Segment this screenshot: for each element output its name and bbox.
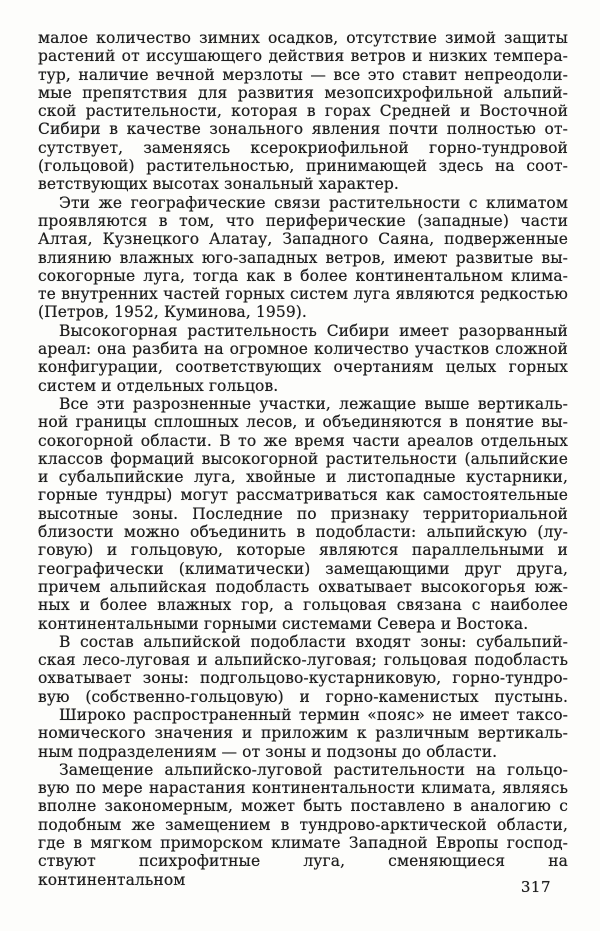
text-line: (Петров, 1952, Куминова, 1959). (38, 303, 307, 322)
paragraph (38, 633, 568, 706)
text-line: подобным же замещением в тундрово-арктической области, (38, 815, 568, 834)
text-line: проявляются в том, что периферические (западные) части (38, 211, 568, 230)
text-line: сутствует, заменяясь ксерокриофильной горно-тундровой (38, 138, 568, 157)
text-line: вполне закономерным, может быть поставлено в аналогию с (38, 797, 568, 816)
page-text (38, 29, 568, 889)
text-line: ареал: она разбита на огромное количество участков сложной (38, 340, 568, 359)
text-line: Сибири в качестве зонального явления почти полностью от- (38, 120, 568, 139)
text-line: где в мягком приморском климате Западной Европы господ- (38, 834, 568, 853)
text-line: Алтая, Кузнецкого Алатау, Западного Саяна, подверженные (38, 230, 568, 249)
text-line: сокогорной области. В то же время части ареалов отдельных (38, 431, 568, 450)
text-line: (гольцовой) растительностью, принимающей здесь на соот- (38, 157, 568, 176)
text-line: Высокогорная растительность Сибири имеет разорванный (59, 321, 568, 340)
text-line: Все эти разрозненные участки, лежащие выше вертикаль- (59, 394, 568, 413)
text-line: высотные зоны. Последние по признаку территориальной (38, 504, 568, 523)
text-line: Широко распространенный термин «пояс» не имеет таксо- (59, 705, 568, 724)
text-line: вую по мере нарастания континентальности климата, являясь (38, 779, 568, 798)
text-line: В состав альпийской подобласти входят зоны: субальпий- (59, 632, 568, 651)
text-line: ствуют психрофитные луга, сменяющиеся на континентальном (38, 852, 568, 889)
text-line: ных и более влажных гор, а гольцовая связана с наиболее (38, 596, 568, 615)
text-line: ская лесо-луговая и альпийско-луговая; гольцовая подобласть (38, 651, 568, 670)
paragraph (38, 761, 568, 889)
page-number: 317 (520, 878, 551, 896)
text-line: систем и отдельных гольцов. (38, 376, 279, 395)
paragraph (38, 322, 568, 395)
text-line: малое количество зимних осадков, отсутствие зимой защиты (38, 29, 568, 47)
text-line: номического значения и приложим к различным вертикаль- (38, 724, 568, 743)
text-line: и субальпийские луга, хвойные и листопадные кустарники, (38, 468, 568, 487)
text-line: причем альпийская подобласть охватывает высокогорья юж- (38, 577, 568, 596)
text-line: влиянию влажных юго-западных ветров, имеют развитые вы- (38, 248, 568, 267)
text-line: мые препятствия для развития мезопсихрофильной альпий- (38, 83, 568, 102)
text-line: ным подразделениям — от зоны и подзоны до области. (38, 742, 498, 761)
text-line: Эти же географические связи растительности с климатом (59, 193, 568, 212)
text-line: тур, наличие вечной мерзлоты — все это ставит непреодоли- (38, 65, 568, 84)
text-line: ской растительности, которая в горах Средней и Восточной (38, 102, 568, 121)
text-line: сокогорные луга, тогда как в более континентальном клима- (38, 266, 568, 285)
text-line: вую (собственно-гольцовую) и горно-каменистых пустынь. (38, 687, 568, 706)
text-line: охватывает зоны: подгольцово-кустарниковую, горно-тундро- (38, 669, 568, 688)
paragraph (38, 706, 568, 761)
text-line: горные тундры) могут рассматриваться как самостоятельные (38, 486, 568, 505)
paragraph (38, 395, 568, 633)
paragraph (38, 29, 568, 194)
text-line: континентальными горными системами Севера и Востока. (38, 614, 529, 633)
text-line: ной границы сплошных лесов, и объединяются в понятие вы- (38, 413, 568, 432)
text-line: говую) и гольцовую, которые являются параллельными и (38, 541, 568, 560)
paragraph (38, 194, 568, 322)
text-line: те внутренних частей горных систем луга являются редкостью (38, 285, 568, 304)
text-line: Замещение альпийско-луговой растительности на гольцо- (59, 760, 568, 779)
text-line: классов формаций высокогорной растительности (альпийские (38, 449, 568, 468)
text-line: близости можно объединить в подобласти: альпийскую (лу- (38, 523, 568, 542)
text-line: географически (климатически) замещающими друг друга, (38, 559, 568, 578)
text-line: конфигурации, соответствующих очертаниям целых горных (38, 358, 568, 377)
text-line: растений от иссушающего действия ветров и низких темпера- (38, 47, 568, 66)
text-line: ветствующих высотах зональный характер. (38, 175, 399, 194)
